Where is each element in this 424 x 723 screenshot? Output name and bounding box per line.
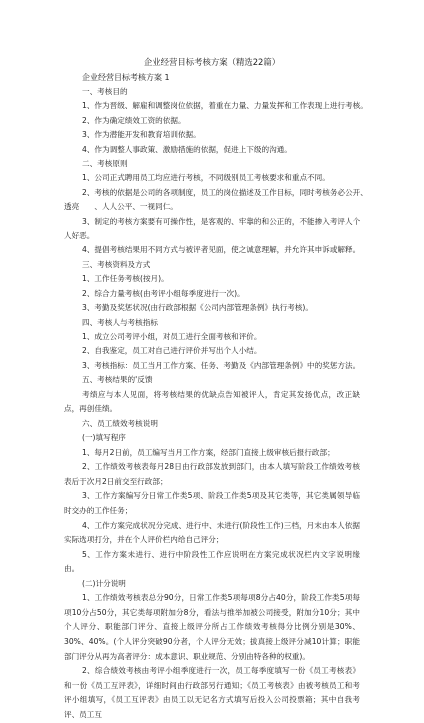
document-subtitle: 企业经营目标考核方案 1 bbox=[82, 73, 170, 82]
paragraph-line: 3、制定的考核方案要有可操作性，是客观的、牢靠的和公正的，不能掺入考评人个 bbox=[82, 216, 361, 226]
paragraph-continuation: 人好恶。 bbox=[64, 231, 95, 241]
section-heading: 六、员工绩效考核说明 bbox=[82, 418, 158, 428]
body-paragraph: 2、综合绩效考核由考评小组季度进行一次，员工每季度填写一份《员工考核表》和一份《员工互评表》，详细时间由行政部另行通知；《员工考核表》由被考核员工和考评小组填写，《员工互评表》由员工以无记名方式填写后投入公司投票箱；其中自我考评、员工互 bbox=[64, 666, 360, 720]
section-heading: 三、考核资料及方式 bbox=[82, 259, 151, 269]
paragraph-line: 4、作为调整人事政策、激励措施的依据，促进上下级的沟通。 bbox=[82, 144, 292, 154]
body-paragraph: 1、每月2日前，员工编写当月工作方案，经部门直接上级审核后报行政部； bbox=[82, 447, 335, 457]
body-paragraph: 5、工作方案未进行、进行中阶段性工作应说明在方案完成状况栏内文字说明缘由。 bbox=[64, 549, 360, 574]
paragraph-line: 1、作为晋级、解雇和调整岗位依据，着重在力量、力量发挥和工作表现上进行考核。 bbox=[82, 101, 368, 111]
body-paragraph: 2、工作绩效考核表每月28日由行政部发放到部门，由本人填写阶段工作绩效考核表后于次月2日前交至行政部； bbox=[64, 462, 360, 486]
paragraph-line: 2、考核的依据是公司的各项制度，员工的岗位描述及工作目标，同时考核务必公开、 bbox=[82, 187, 368, 197]
paragraph-line: 2、综合力量考核(由考评小组每季度进行一次)。 bbox=[82, 288, 245, 298]
document-title: 企业经营目标考核方案（精选22篇） bbox=[143, 57, 281, 67]
section-heading: 五、考核结果的'反馈 bbox=[82, 375, 153, 385]
subsection-heading: (二)计分说明 bbox=[82, 578, 126, 588]
paragraph-line: 2、作为确定绩效工资的依据。 bbox=[82, 115, 186, 125]
paragraph-line: 2、自我鉴定，员工对自己进行评价并写出个人小结。 bbox=[82, 346, 262, 356]
paragraph-line: 1、公司正式聘用员工均应进行考核，不同级别员工考核要求和重点不同。 bbox=[82, 173, 330, 183]
subsection-heading: (一)填写程序 bbox=[82, 433, 126, 443]
paragraph-continuation: 透亮 、人人公平、一视同仁。 bbox=[64, 202, 178, 212]
section-heading: 一、考核目的 bbox=[82, 87, 128, 96]
paragraph-line: 3、考核指标：员工当月工作方案、任务、考勤及《内部管理条例》中的奖惩方法。 bbox=[82, 360, 361, 370]
paragraph-line: 3、考勤及奖惩状况(由行政部根据《公司内部管理条例》执行考核)。 bbox=[82, 303, 313, 313]
body-paragraph: 4、工作方案完成状况分完成、进行中、未进行(阶段性工作)三档，月末由本人依据实际选项打分，并在个人评价栏内给自己评分； bbox=[64, 520, 360, 545]
body-paragraph: 考绩应与本人见面，将考核结果的优缺点告知被评人，肯定其发扬优点，改正缺点，再创佳绩。 bbox=[64, 389, 360, 414]
section-heading: 四、考核人与考核指标 bbox=[82, 317, 158, 327]
paragraph-line: 1、工作任务考核(按月)。 bbox=[82, 274, 169, 284]
paragraph-line: 4、提倡考核结果用不同方式与被评者见面，使之诚意理解，并允许其申诉或解释。 bbox=[82, 245, 361, 255]
body-paragraph: 1、工作绩效考核表总分90分，日常工作类5项每项8分占40分，阶段工作类5项每项10分占50分，其它类每项附加分8分，看法与推举加被公司接受，附加分10分；其中个人评分、职能部门评分、直接上级评分所占工作绩效考核得分比例分别是30%、30%、40%。(个人评分突破90分者，个人评分无效；拔真接上级评分减10计算；职能部门评分从再为高者评分：成本意识、职业规范、分别由特各种的权重)。 bbox=[64, 593, 360, 661]
paragraph-line: 1、成立公司考评小组，对员工进行全面考核和评价。 bbox=[82, 331, 262, 341]
section-heading: 二、考核原则 bbox=[82, 159, 128, 169]
paragraph-line: 3、作为潜能开发和教育培训依据。 bbox=[82, 130, 201, 140]
body-paragraph: 3、工作方案编写分日常工作类5项、阶段工作类5项及其它类等，其它类属领导临时交办的工作任务； bbox=[64, 491, 360, 515]
